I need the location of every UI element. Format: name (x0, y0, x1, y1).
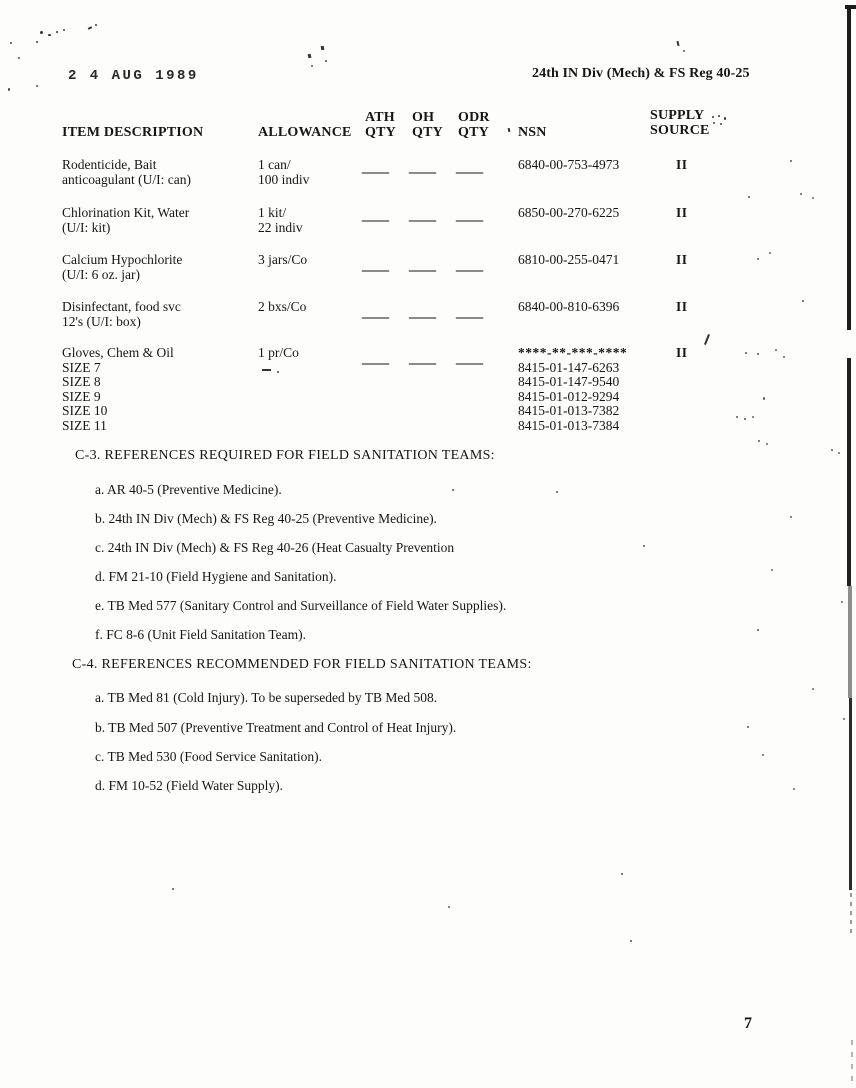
nsn-line: 6810-00-255-0471 (518, 252, 620, 267)
col-header-odr-line2: QTY (458, 124, 489, 140)
col-header-supply-line1: SUPPLY (650, 108, 705, 123)
scan-speck (736, 416, 738, 418)
nsn-line: 8415-01-013-7382 (518, 403, 620, 418)
item-description (62, 158, 191, 187)
scan-speck (508, 128, 511, 132)
scan-speck (757, 258, 759, 260)
nsn-value (518, 206, 619, 221)
scan-speck (769, 252, 771, 254)
scan-speck (800, 193, 802, 195)
odr-qty-blank: — (456, 355, 483, 370)
item-description (62, 300, 181, 329)
scan-speck (793, 788, 795, 790)
scan-speck (724, 117, 726, 120)
regulation-reference: 24th IN Div (Mech) & FS Reg 40-25 (532, 66, 750, 81)
scan-speck (8, 88, 10, 91)
nsn-value (518, 158, 619, 173)
allowance-value (258, 300, 306, 315)
scan-speck (766, 443, 768, 445)
oh-qty-blank: — (409, 262, 436, 277)
item-description-line: Chlorination Kit, Water (62, 205, 190, 220)
item-description-line: SIZE 8 (62, 374, 101, 389)
scan-speck (713, 122, 715, 124)
oh-qty-blank: — (409, 212, 436, 227)
item-description-line: SIZE 10 (62, 403, 108, 418)
nsn-line: 8415-01-012-9294 (518, 388, 620, 404)
scan-speck (841, 601, 843, 603)
supply-source-value: II (676, 252, 688, 267)
odr-qty-blank: — (456, 309, 483, 324)
scan-speck (172, 888, 174, 890)
scan-speck (758, 440, 760, 442)
scan-speck (308, 54, 312, 59)
scan-speck (812, 688, 814, 690)
scan-speck (40, 31, 43, 34)
scan-speck (812, 197, 814, 199)
col-header-supply-source (650, 109, 710, 138)
scan-speck (790, 516, 792, 518)
scan-speck (452, 489, 454, 491)
supply-source-value: II (676, 205, 688, 220)
reference-item: c. TB Med 530 (Food Service Sanitation). (95, 749, 322, 764)
ath-qty-blank: — (362, 164, 389, 179)
col-header-odr-qty (458, 111, 490, 140)
scan-speck (838, 452, 840, 454)
oh-qty-blank: — (409, 164, 436, 179)
nsn-line: 8415-01-147-6263 (518, 359, 620, 375)
scan-speck (88, 26, 92, 30)
item-description-line: 12's (U/I: box) (62, 313, 141, 329)
item-description-line: (U/I: 6 oz. jar) (62, 266, 140, 282)
scan-speck (802, 300, 804, 302)
scan-speck (712, 116, 714, 118)
allowance-value (258, 158, 309, 187)
col-header-oh-line2: QTY (412, 124, 443, 140)
scan-speck (762, 754, 764, 756)
item-description (62, 206, 189, 235)
oh-qty-blank: — (409, 355, 436, 370)
supply-source-value: II (676, 157, 688, 172)
reference-item: a. TB Med 81 (Cold Injury). To be superseded by TB Med 508. (95, 690, 438, 705)
allowance-line: 3 jars/Co (258, 252, 308, 267)
scan-speck (771, 569, 773, 571)
reference-item: b. TB Med 507 (Preventive Treatment and Control of Heat Injury). (95, 720, 457, 735)
col-header-oh-line1: OH (412, 110, 435, 125)
scan-speck (48, 34, 51, 36)
scan-edge-artifact (848, 586, 852, 698)
item-description (62, 253, 182, 282)
scan-speck (775, 349, 777, 351)
scan-edge-artifact (847, 8, 851, 330)
allowance-line: 100 indiv (258, 171, 310, 187)
col-header-ath-line1: ATH (365, 110, 395, 125)
odr-qty-blank: — (456, 212, 483, 227)
supply-source-value: II (676, 345, 688, 360)
scan-edge-artifact (851, 1040, 853, 1084)
scan-speck (747, 726, 749, 728)
scan-speck (321, 46, 325, 50)
item-description-line: Calcium Hypochlorite (62, 252, 183, 267)
scan-speck (831, 449, 833, 451)
scan-speck (556, 491, 558, 493)
section-c3-heading: C-3. REFERENCES REQUIRED FOR FIELD SANITATION TEAMS: (75, 448, 495, 463)
item-description-line: Disinfectant, food svc (62, 299, 181, 314)
scan-speck (783, 356, 785, 358)
supply-source-value: II (676, 299, 688, 314)
scan-edge-artifact (849, 698, 852, 890)
section-c4-heading: C-4. REFERENCES RECOMMENDED FOR FIELD SANITATION TEAMS: (72, 657, 532, 672)
scan-speck (704, 334, 710, 345)
scan-speck (757, 353, 759, 355)
col-header-ath-line2: QTY (365, 124, 396, 140)
item-description (62, 346, 174, 433)
reference-item: f. FC 8-6 (Unit Field Sanitation Team). (95, 627, 307, 642)
allowance-line: 2 bxs/Co (258, 299, 307, 314)
odr-qty-blank: — (456, 262, 483, 277)
item-description-line: (U/I: kit) (62, 219, 111, 235)
scan-speck (36, 85, 38, 87)
col-header-oh-qty (412, 111, 443, 140)
scan-speck (744, 418, 746, 420)
scan-speck (718, 115, 720, 117)
scan-speck (325, 60, 327, 62)
scan-speck (10, 42, 12, 44)
col-header-nsn: NSN (518, 125, 547, 140)
nsn-line: 6850-00-270-6225 (518, 205, 620, 220)
col-header-odr-line1: ODR (458, 110, 490, 125)
item-description-line: Rodenticide, Bait (62, 157, 157, 172)
scan-speck (843, 718, 845, 720)
scan-edge-artifact (850, 893, 852, 937)
nsn-line: 8415-01-147-9540 (518, 374, 620, 389)
allowance-line: 1 can/ (258, 157, 291, 172)
scan-speck (36, 41, 38, 43)
scan-edge-artifact (847, 358, 851, 586)
allowance-value (258, 206, 303, 235)
scan-speck (643, 545, 645, 547)
scan-speck (63, 29, 65, 31)
scan-speck (277, 371, 279, 373)
col-header-supply-line2: SOURCE (650, 122, 710, 138)
odr-qty-blank: — (456, 164, 483, 179)
col-header-ath-qty (365, 111, 396, 140)
scan-speck (630, 940, 632, 942)
allowance-line: 22 indiv (258, 219, 303, 235)
reference-item: a. AR 40-5 (Preventive Medicine). (95, 482, 282, 497)
item-description-line: SIZE 7 (62, 359, 101, 375)
scan-speck (720, 123, 722, 125)
scan-speck (745, 352, 747, 354)
item-description-line: Gloves, Chem & Oil (62, 345, 174, 360)
date-stamp: 2 4 AUG 1989 (68, 68, 199, 84)
nsn-value (518, 346, 627, 433)
allowance-line: 1 kit/ (258, 205, 287, 220)
reference-item: d. FM 10-52 (Field Water Supply). (95, 778, 284, 793)
scan-speck (683, 50, 685, 52)
allowance-value (258, 253, 307, 268)
scan-speck (748, 196, 750, 198)
scan-speck (677, 41, 680, 46)
scan-speck (311, 65, 313, 67)
scan-speck (262, 369, 271, 371)
item-description-line: anticoagulant (U/I: can) (62, 171, 191, 187)
nsn-line: 6840-00-810-6396 (518, 299, 620, 314)
nsn-line-masked: ****-**-***-**** (518, 345, 628, 360)
reference-item: d. FM 21-10 (Field Hygiene and Sanitation). (95, 569, 337, 584)
scan-speck (56, 31, 58, 33)
nsn-line: 6840-00-753-4973 (518, 157, 620, 172)
scan-speck (790, 160, 792, 162)
oh-qty-blank: — (409, 309, 436, 324)
allowance-value (258, 346, 299, 361)
nsn-line: 8415-01-013-7384 (518, 417, 620, 433)
ath-qty-blank: — (362, 355, 389, 370)
scan-speck (757, 629, 759, 631)
col-header-allowance: ALLOWANCE (258, 125, 352, 140)
scan-speck (763, 397, 765, 400)
ath-qty-blank: — (362, 212, 389, 227)
ath-qty-blank: — (362, 262, 389, 277)
item-description-line: SIZE 9 (62, 388, 101, 404)
page-number: 7 (744, 1015, 752, 1032)
scan-speck (448, 906, 450, 908)
reference-item: e. TB Med 577 (Sanitary Control and Surveillance of Field Water Supplies). (95, 598, 507, 613)
reference-item: b. 24th IN Div (Mech) & FS Reg 40-25 (Preventive Medicine). (95, 511, 437, 526)
scan-speck (752, 416, 754, 418)
scan-speck (621, 873, 623, 875)
scan-speck (95, 24, 97, 26)
reference-item: c. 24th IN Div (Mech) & FS Reg 40-26 (Heat Casualty Prevention (95, 540, 455, 555)
nsn-value (518, 253, 619, 268)
allowance-line: 1 pr/Co (258, 345, 299, 360)
nsn-value (518, 300, 619, 315)
scan-speck (18, 57, 20, 59)
ath-qty-blank: — (362, 309, 389, 324)
col-header-item-description: ITEM DESCRIPTION (62, 125, 204, 140)
item-description-line: SIZE 11 (62, 417, 107, 433)
